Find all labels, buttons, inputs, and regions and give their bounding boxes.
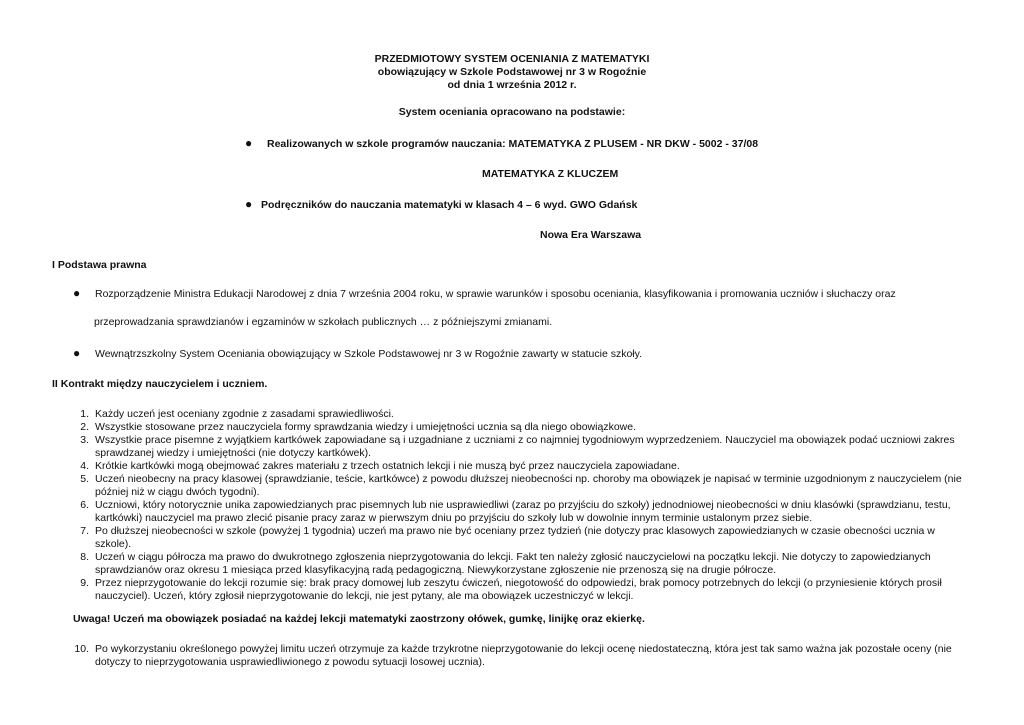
- legal-basis-item-regulation-continued: przeprowadzania sprawdzianów i egzaminów w szkołach publicznych … z późniejszymi zmianami.: [94, 316, 553, 328]
- basis-item-program: Realizowanych w szkole programów nauczania: MATEMATYKA Z PLUSEM - NR DKW - 5002 - 37/08: [267, 138, 759, 150]
- list-item: 2. Wszystkie stosowane przez nauczyciela formy sprawdzania wiedzy i umiejętności ucznia są dla niego obowiązkowe.: [80, 421, 636, 433]
- section-heading-legal-basis: I Podstawa prawna: [52, 259, 147, 271]
- list-item: 8. Uczeń w ciągu półrocza ma prawo do dwukrotnego zgłoszenia nieprzygotowania do lekcji. Fakt ten należy zgłosić nauczycielowi na początku lekcji. Nie dotyczy to zapowiedzianych sprawdzianów oraz okresu 1 miesiąca przed klasyfikacyjną radą pedagogiczną. Niewykorzystane zgłoszenie nie przenoszą się na drugie półrocze.: [80, 551, 931, 576]
- list-item: 6. Uczniowi, który notorycznie unika zapowiedzianych prac pisemnych lub nie usprawiedliwi (zaraz po przyjściu do szkoły) jednodniowej nieobecności w dniu klasówki (sprawdzianu, testu, kartkówki) nauczyciel ma prawo zlecić pisanie pracy zaraz w pierwszym dniu po przyjściu do szkoły lub w dowolnie innym terminie ustalonym przez siebie.: [80, 499, 951, 524]
- list-item: 7. Po dłuższej nieobecności w szkole (powyżej 1 tygodnia) uczeń ma prawo nie być oceniany przez tydzień (nie dotyczy prac klasowych zapowiedzianych w czasie obecności ucznia w szkole).: [80, 525, 935, 550]
- list-item: 3. Wszystkie prace pisemne z wyjątkiem kartkówek zapowiadane są i uzgadniane z uczniami z co najmniej tygodniowym wyprzedzeniem. Nauczyciel ma obowiązek podać uczniowi zakres sprawdzanej wiedzy i umiejętności (nie dotyczy kartkówek).: [80, 434, 955, 459]
- section-heading-contract: II Kontrakt między nauczycielem i uczniem.: [52, 378, 268, 390]
- document-subtitle: obowiązujący w Szkole Podstawowej nr 3 w Rogoźnie: [377, 66, 647, 78]
- document-title: PRZEDMIOTOWY SYSTEM OCENIANIA Z MATEMATYKI: [374, 53, 650, 65]
- basis-heading: System oceniania opracowano na podstawie:: [398, 106, 626, 118]
- legal-basis-item-wso: Wewnątrzszkolny System Oceniania obowiązujący w Szkole Podstawowej nr 3 w Rogoźnie zawarty w statucie szkoły.: [95, 348, 643, 360]
- list-item: 1. Każdy uczeń jest oceniany zgodnie z zasadami sprawiedliwości.: [80, 408, 394, 420]
- bullet-icon: ●: [245, 197, 253, 211]
- bullet-icon: ●: [73, 286, 81, 300]
- document-date: od dnia 1 września 2012 r.: [447, 79, 577, 91]
- list-item: 5. Uczeń nieobecny na pracy klasowej (sprawdzianie, teście, kartkówce) z powodu dłuższej nieobecności np. choroby ma obowiązek je napisać w terminie uzgodnionym z nauczycielem (nie później niż w ciągu dwóch tygodni).: [80, 473, 962, 498]
- list-item: 4. Krótkie kartkówki mogą obejmować zakres materiału z trzech ostatnich lekcji i nie muszą być przez nauczyciela zapowiadane.: [80, 460, 680, 472]
- bullet-icon: ●: [245, 136, 253, 150]
- contract-note: Uwaga! Uczeń ma obowiązek posiadać na każdej lekcji matematyki zaostrzony ołówek, gumkę, linijkę oraz ekierkę.: [73, 613, 645, 625]
- basis-item-textbooks: Podręczników do nauczania matematyki w klasach 4 – 6 wyd. GWO Gdańsk: [261, 199, 638, 211]
- legal-basis-item-regulation: Rozporządzenie Ministra Edukacji Narodowej z dnia 7 września 2004 roku, w sprawie warunków i sposobu oceniania, klasyfikowania i promowania uczniów i słuchaczy oraz: [95, 288, 896, 300]
- contract-list-continued: [73, 643, 973, 669]
- list-item: 9. Przez nieprzygotowanie do lekcji rozumie się: brak pracy domowej lub zeszytu ćwiczeń, niegotowość do odpowiedzi, brak pomocy potrzebnych do lekcji (o przyniesienie których prosił nauczyciel). Uczeń, który zgłosił nieprzygotowanie do lekcji, nie jest pytany, ale ma obowiązek uczestniczyć w lekcji.: [80, 577, 942, 602]
- list-item: 10. Po wykorzystaniu określonego powyżej limitu uczeń otrzymuje za każde trzykrotne nieprzygotowanie do lekcji ocenę niedostateczną, która jest tak samo ważna jak pozostałe oceny (nie dotyczy to nieprzygotowania usprawiedliwionego z powodu sytuacji losowej ucznia).: [74, 643, 952, 668]
- basis-item-textbooks-continued: Nowa Era Warszawa: [540, 229, 642, 241]
- bullet-icon: ●: [73, 346, 81, 360]
- contract-list: [73, 408, 973, 603]
- basis-item-program-continued: MATEMATYKA Z KLUCZEM: [482, 168, 619, 180]
